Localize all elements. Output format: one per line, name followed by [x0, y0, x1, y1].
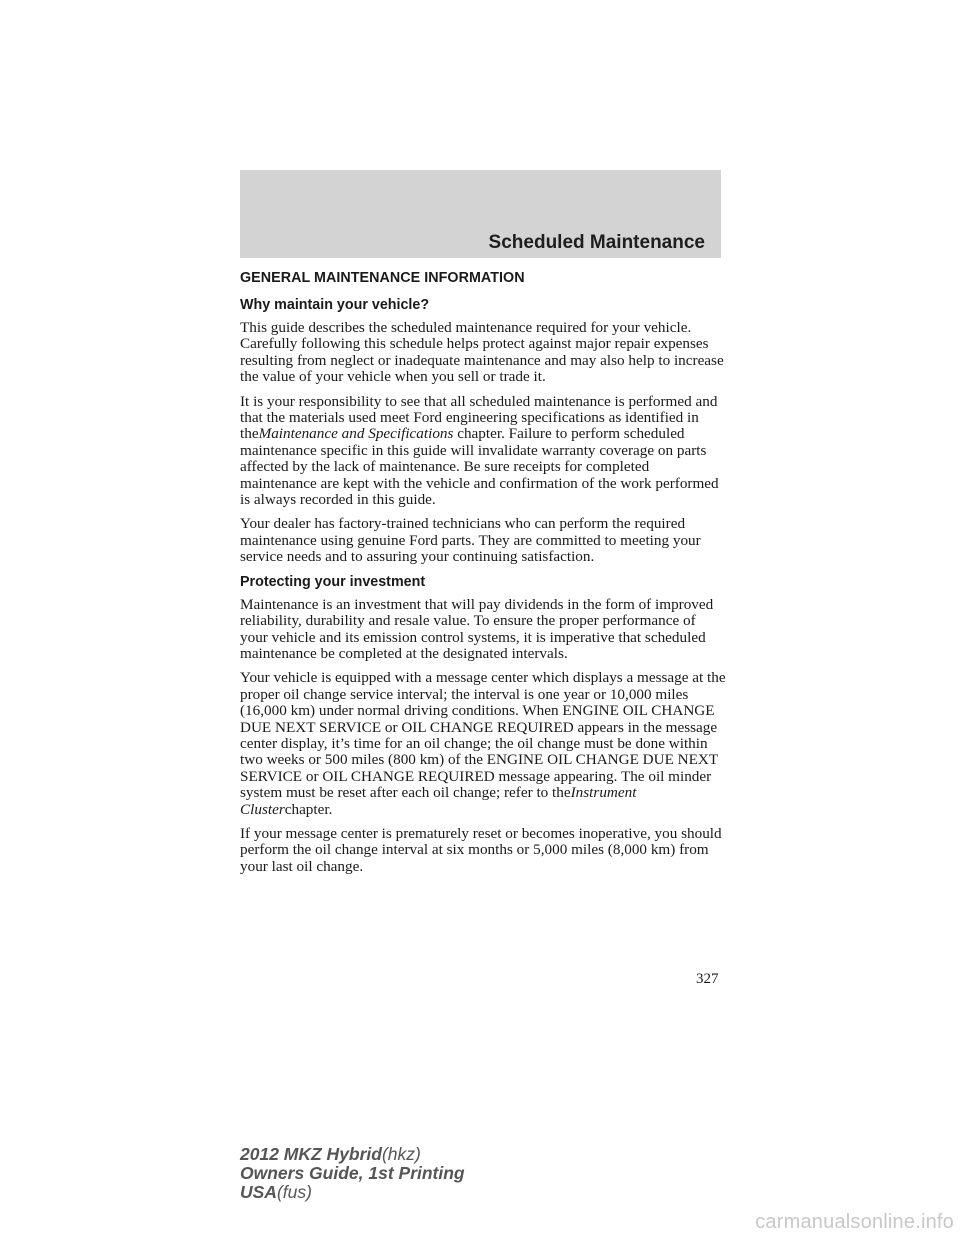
- page-content: [240, 270, 726, 883]
- chapter-header-band: [240, 170, 721, 258]
- paragraph-2-text-a: It is your responsibility to see that all scheduled maintenance is performed and that the materials used meet Ford engineering specifications as identified in the: [240, 392, 718, 443]
- maintenance-specifications-reference: Maintenance and Specifications: [258, 425, 454, 443]
- paragraph-2-text-b: chapter. Failure to perform scheduled maintenance specific in this guide will invalidate warranty coverage on parts affected by the lack of maintenance. Be sure receipts for completed maintenance are kept with the vehicle and confirmation of the work performed is always recorded in this guide.: [240, 425, 719, 509]
- section-title: GENERAL MAINTENANCE INFORMATION: [240, 270, 525, 286]
- document-footer: [240, 1145, 465, 1202]
- chapter-title: Scheduled Maintenance: [488, 232, 705, 253]
- footer-model-code: (hkz): [381, 1144, 421, 1164]
- page-number: 327: [696, 971, 719, 987]
- footer-line-2: [240, 1164, 465, 1183]
- footer-line-1: [240, 1145, 465, 1164]
- paragraph-5-text-b: chapter.: [284, 800, 333, 818]
- subsection-title-protecting: Protecting your investment: [240, 573, 426, 590]
- paragraph-6: If your message center is prematurely reset or becomes inoperative, you should perform the oil change interval at six months or 5,000 miles (8,000 km) from your last oil change.: [240, 824, 722, 875]
- paragraph-2: [240, 394, 726, 509]
- watermark: carmanualsonline.info: [755, 1211, 954, 1233]
- subsection-title-why-maintain: Why maintain your vehicle?: [240, 297, 430, 313]
- footer-region-code: (fus): [276, 1182, 312, 1202]
- footer-line-3: [240, 1183, 465, 1202]
- instrument-cluster-reference: Instrument Cluster: [240, 784, 637, 818]
- paragraph-1: This guide describes the scheduled maintenance required for your vehicle. Carefully following this schedule helps protect against major repair expenses resulting from neglect or inadequate maintenance and may also help to increase the value of your vehicle when you sell or trade it.: [240, 319, 724, 386]
- footer-model: 2012 MKZ Hybrid: [240, 1144, 382, 1164]
- paragraph-5: [240, 670, 726, 818]
- paragraph-4: Maintenance is an investment that will pay dividends in the form of improved reliability, durability and resale value. To ensure the proper performance of your vehicle and its emission control systems, it is imperative that scheduled maintenance be completed at the designated intervals.: [240, 595, 714, 662]
- paragraph-3: Your dealer has factory-trained technicians who can perform the required maintenance using genuine Ford parts. They are committed to meeting your service needs and to assuring your continuing satisfaction.: [240, 515, 701, 566]
- footer-guide: Owners Guide, 1st Printing: [240, 1163, 465, 1183]
- paragraph-5-text-a: Your vehicle is equipped with a message center which displays a message at the proper oil change service interval; the interval is one year or 10,000 miles (16,000 km) under normal driving conditions. When ENGINE OIL CHANGE DUE NEXT SERVICE or OIL CHANGE REQUIRED appears in the message center display, it’s time for an oil change; the oil change must be done within two weeks or 500 miles (800 km) of the ENGINE OIL CHANGE DUE NEXT SERVICE or OIL CHANGE REQUIRED message appearing. The oil minder system must be reset after each oil change; refer to the: [240, 669, 726, 802]
- footer-region: USA: [240, 1182, 277, 1202]
